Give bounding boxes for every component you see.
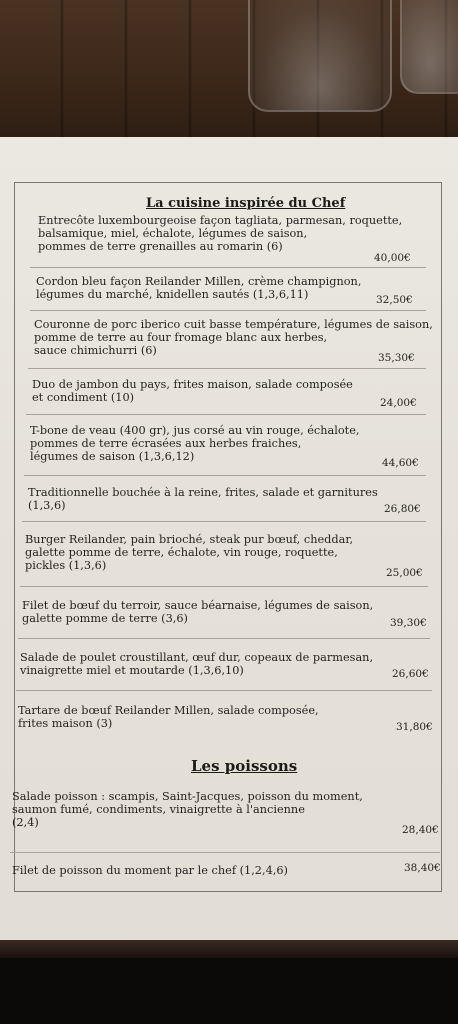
item-separator (30, 310, 426, 311)
item-separator (16, 690, 432, 691)
paper-bottom-edge (0, 940, 458, 958)
item-price: 25,00€ (386, 567, 423, 579)
item-price: 35,30€ (378, 352, 415, 364)
item-separator (24, 475, 426, 476)
item-description: Filet de poisson du moment par le chef (1,2,4,6) (12, 864, 288, 877)
item-price: 40,00€ (374, 252, 411, 264)
item-description: Burger Reilander, pain brioché, steak pur bœuf, cheddar, galette pomme de terre, échalote, vin rouge, roquette, pickles (1,3,6) (25, 533, 354, 573)
item-description: Duo de jambon du pays, frites maison, salade composée et condiment (10) (32, 378, 353, 405)
item-separator (10, 852, 440, 853)
item-description: Couronne de porc iberico cuit basse température, légumes de saison, pomme de terre au four fromage blanc aux herbes, sauce chimichurri (6) (34, 318, 433, 358)
item-description: T-bone de veau (400 gr), jus corsé au vin rouge, échalote, pommes de terre écrasées aux herbes fraiches, légumes de saison (1,3,6,12) (30, 424, 360, 464)
item-price: 28,40€ (402, 824, 439, 836)
section-title-chef: La cuisine inspirée du Chef (146, 196, 346, 211)
item-description: Tartare de bœuf Reilander Millen, salade composée, frites maison (3) (18, 704, 319, 731)
item-separator (22, 521, 426, 522)
item-price: 26,60€ (392, 668, 429, 680)
item-price: 24,00€ (380, 397, 417, 409)
item-description: Entrecôte luxembourgeoise façon tagliata, parmesan, roquette, balsamique, miel, échalote, légumes de saison, pommes de terre grenailles au romarin (6) (38, 214, 403, 254)
item-description: Salade de poulet croustillant, œuf dur, copeaux de parmesan, vinaigrette miel et moutarde (1,3,6,10) (20, 651, 374, 678)
item-separator (20, 586, 428, 587)
item-price: 26,80€ (384, 503, 421, 515)
item-separator (30, 267, 426, 268)
item-price: 44,60€ (382, 457, 419, 469)
item-price: 31,80€ (396, 721, 433, 733)
glass-photo (248, 0, 392, 112)
glass-photo-2 (400, 0, 458, 94)
item-description: Salade poisson : scampis, Saint-Jacques, poisson du moment, saumon fumé, condiments, vinaigrette à l'ancienne (2,4) (12, 790, 363, 830)
item-description: Cordon bleu façon Reilander Millen, crème champignon, légumes du marché, knidellen sautés (1,3,6,11) (36, 275, 362, 302)
item-separator (26, 414, 426, 415)
item-description: Filet de bœuf du terroir, sauce béarnaise, légumes de saison, galette pomme de terre (3,6) (22, 599, 374, 626)
item-price: 32,50€ (376, 294, 413, 306)
item-separator (28, 368, 426, 369)
section-title-fish: Les poissons (191, 757, 298, 775)
item-price: 39,30€ (390, 617, 427, 629)
item-description: Traditionnelle bouchée à la reine, frites, salade et garnitures (1,3,6) (28, 486, 378, 513)
item-separator (18, 638, 430, 639)
item-price: 38,40€ (404, 862, 441, 874)
